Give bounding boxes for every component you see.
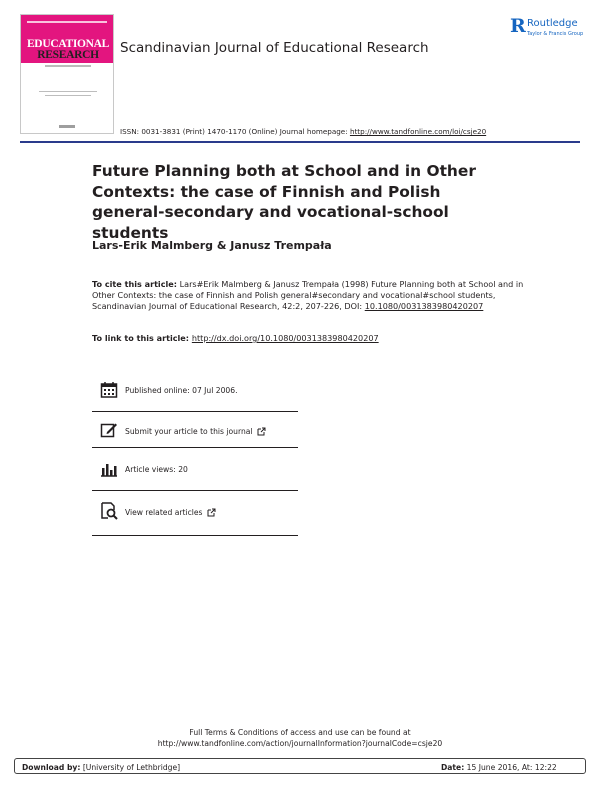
cover-title-line1: EDUCATIONAL [26,38,110,50]
downloaded-by-label: Download by: [22,763,81,772]
edit-icon [100,421,118,439]
cover-decoration [27,21,107,23]
cover-decoration [39,91,97,92]
publisher-logo[interactable] [510,16,594,50]
header-divider [20,141,580,143]
external-link-icon [257,427,266,436]
metrics-divider [92,411,298,412]
journal-title: Scandinavian Journal of Educational Research [120,40,429,56]
metrics-divider [92,535,298,536]
download-date-value: 15 June 2016, At: 12:22 [466,763,557,772]
issn-line [120,127,486,136]
view-related-articles-link[interactable] [125,508,216,517]
citation-label: To cite this article: [92,279,178,289]
metrics-divider [92,447,298,448]
journal-cover-thumbnail [20,14,114,134]
downloaded-by-value: [University of Lethbridge] [82,763,181,772]
published-online-text: Published online: 07 Jul 2006. [125,386,238,395]
calendar-icon [100,381,118,399]
submit-article-link[interactable] [125,427,266,436]
download-date-label: Date: [441,763,465,772]
cover-decoration [45,95,91,96]
citation-doi-link[interactable]: 10.1080/0031383980420207 [364,301,484,312]
downloaded-by [22,763,180,772]
external-link-icon [207,508,216,517]
publisher-name: Routledge [527,18,578,29]
publisher-subtitle: Taylor & Francis Group [527,31,584,37]
article-doi-url[interactable]: http://dx.doi.org/10.1080/0031383980420207 [191,333,379,343]
metrics-divider [92,490,298,491]
citation-block [92,279,532,313]
cover-decoration [45,65,91,67]
article-link-line [92,333,379,343]
related-search-icon [100,502,118,520]
download-date [441,763,557,772]
terms-notice [0,727,600,749]
cover-decoration [59,125,75,128]
submit-article-label: Submit your article to this journal [125,427,253,436]
terms-url[interactable]: http://www.tandfonline.com/action/journalInformation?journalCode=csje20 [157,739,443,748]
bar-chart-icon [100,460,118,478]
view-related-label: View related articles [125,508,203,517]
article-views-text: Article views: 20 [125,465,188,474]
journal-homepage-link[interactable]: http://www.tandfonline.com/loi/csje20 [349,127,487,136]
article-authors: Lars-Erik Malmberg & Janusz Trempała [92,239,332,252]
link-label: To link to this article: [92,333,192,343]
terms-line: Full Terms & Conditions of access and use can be found at [189,728,411,737]
article-title: Future Planning both at School and in Other Contexts: the case of Finnish and Polish general-secondary and vocational-school students [92,162,476,242]
cover-title-line2: RESEARCH [37,49,99,61]
routledge-r-icon: R [510,15,526,37]
citation-text: Lars#Erik Malmberg & Janusz Trempała (1998) Future Planning both at School and in Other Contexts: the case of Finnish and Polish general#secondary and vocational#school students, Scandinavian Journal of Educational Research, 42:2, 207-226, DOI: [92,279,524,312]
issn-text: ISSN: 0031-3831 (Print) 1470-1170 (Online) Journal homepage: [120,127,350,136]
